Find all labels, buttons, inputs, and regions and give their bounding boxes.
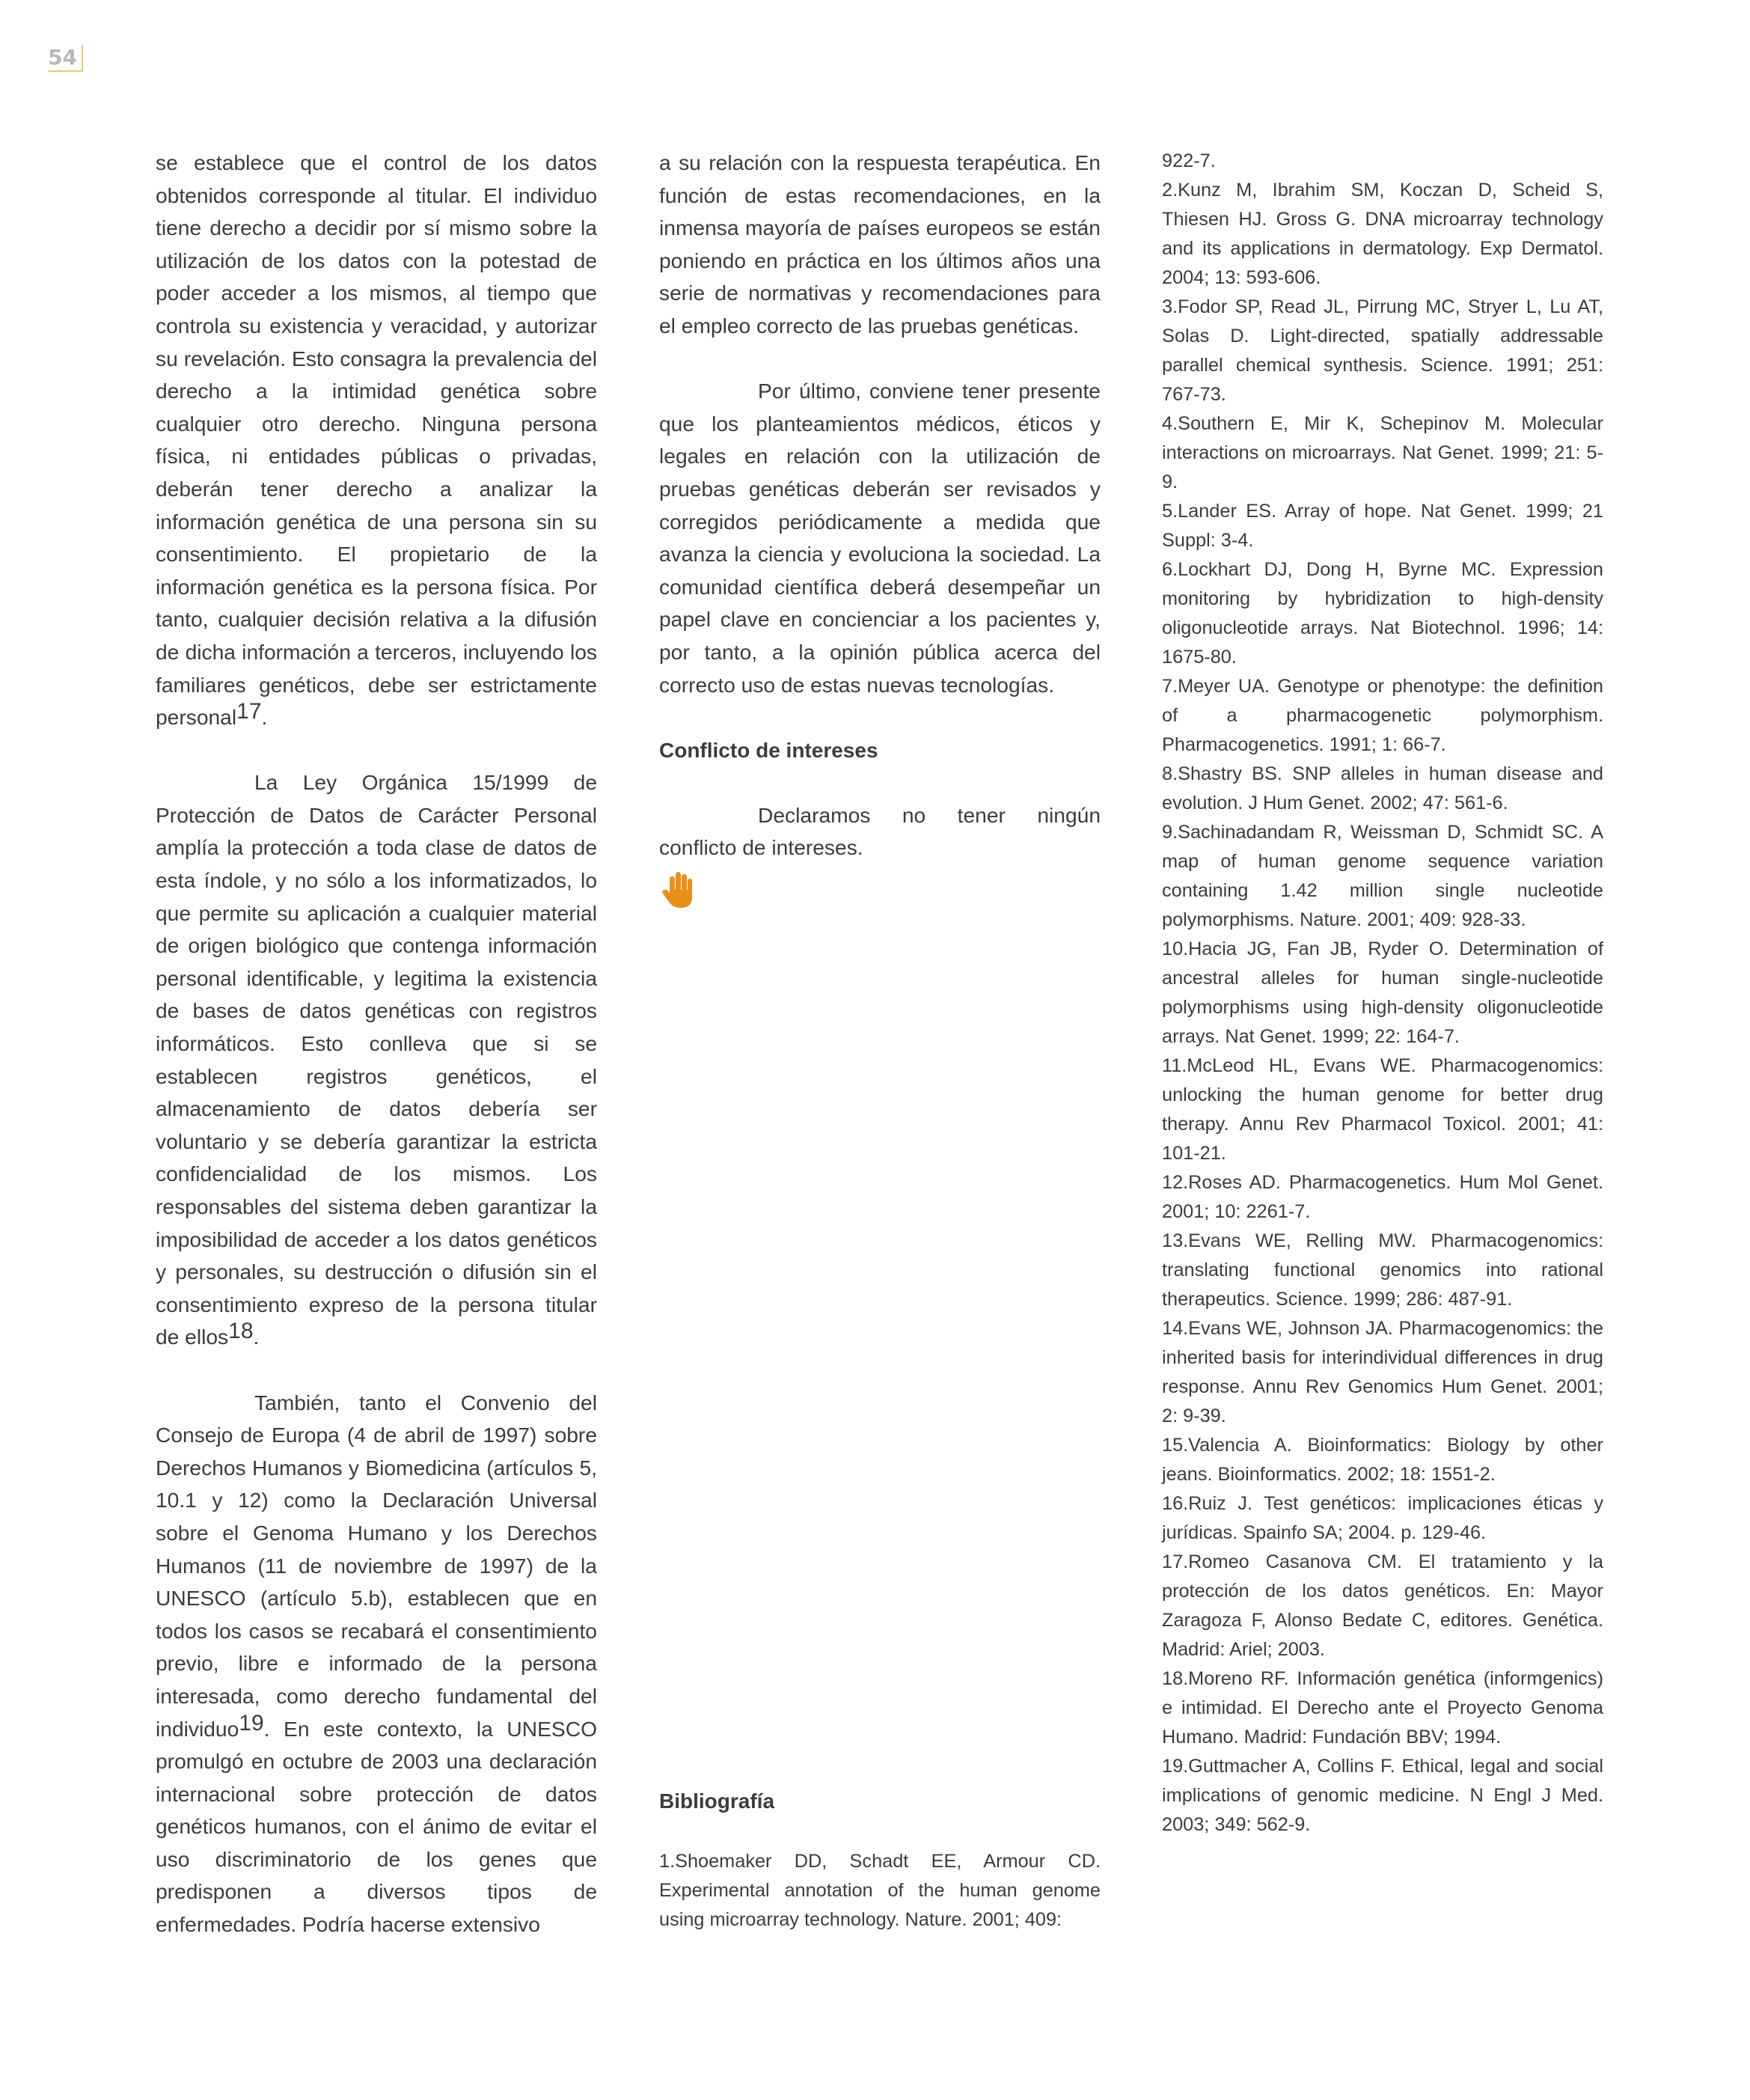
- reference-item: 12.Roses AD. Pharmacogenetics. Hum Mol Genet. 2001; 10: 2261-7.: [1162, 1172, 1603, 1222]
- bibliography-heading: Bibliografía: [659, 1789, 775, 1813]
- bibliography-section: [659, 1785, 1101, 1818]
- paragraph-recomendaciones: a su relación con la respuesta terapéutica. En función de estas recomendaciones, en la inmensa mayoría de países europeos se están poniendo en práctica en los últimos años una serie de normativas y recomendaciones para el empleo correcto de las pruebas genéticas.: [659, 150, 1101, 338]
- reference-item: 10.Hacia JG, Fan JB, Ryder O. Determination of ancestral alleles for human single-nucleotide polymorphisms using high-density oligonucleotide arrays. Nat Genet. 1999; 22: 164-7.: [1162, 938, 1603, 1047]
- conflict-statement: Declaramos no tener ningún conflicto de intereses.: [659, 802, 1101, 860]
- bibliography-list-start: [659, 1847, 1101, 1935]
- page-number: 54: [48, 45, 83, 72]
- reference-item: 1.Shoemaker DD, Schadt EE, Armour CD. Experimental annotation of the human genome using microarray technology. Nature. 2001; 409:: [659, 1851, 1101, 1930]
- bibliography-list-continued: [1162, 147, 1603, 1840]
- reference-item: 11.McLeod HL, Evans WE. Pharmacogenomics: unlocking the human genome for better drug therapy. Annu Rev Pharmacol Toxicol. 2001; 41: 101-21.: [1162, 1055, 1603, 1164]
- reference-item: 14.Evans WE, Johnson JA. Pharmacogenomics: the inherited basis for interindividual differences in drug response. Annu Rev Genomics Hum Genet. 2001; 2: 9-39.: [1162, 1318, 1603, 1426]
- column-2: [659, 147, 1101, 909]
- reference-item: 13.Evans WE, Relling MW. Pharmacogenomics: translating functional genomics into rational therapeutics. Science. 1999; 286: 487-91.: [1162, 1230, 1603, 1310]
- reference-item: 3.Fodor SP, Read JL, Pirrung MC, Stryer L, Lu AT, Solas D. Light-directed, spatially addressable parallel chemical synthesis. Science. 1991; 251: 767-73.: [1162, 296, 1603, 405]
- reference-item: 2.Kunz M, Ibrahim SM, Koczan D, Scheid S, Thiesen HJ. Gross G. DNA microarray technology and its applications in dermatology. Exp Dermatol. 2004; 13: 593-606.: [1162, 180, 1603, 288]
- citation-18: 18: [228, 1319, 254, 1344]
- conflict-heading: Conflicto de intereses: [659, 738, 878, 762]
- reference-item: 18.Moreno RF. Información genética (informgenics) e intimidad. El Derecho ante el Proyecto Genoma Humano. Madrid: Fundación BBV; 1994.: [1162, 1668, 1603, 1748]
- column-1: [156, 147, 597, 1941]
- paragraph-ley-organica: La Ley Orgánica 15/1999 de Protección de Datos de Carácter Personal amplía la protección a toda clase de datos de esta índole, y no sólo a los informatizados, lo que permite su aplicación a cualquier material de origen biológico que contenga información personal identificable, y legitima la existencia de bases de datos genéticas con registros informáticos. Esto conlleva que si se establecen registros genéticos, el almacenamiento de datos debería ser voluntario y se debería garantizar la estricta confidencialidad de los mismos. Los responsables del sistema deben garantizar la imposibilidad de acceder a los datos genéticos y personales, su destrucción o difusión sin el consentimiento expreso de la persona titular de ellos$^{18}$.: [156, 770, 597, 1349]
- citation-19: 19: [239, 1710, 264, 1736]
- paragraph-conclusion: Por último, conviene tener presente que los planteamientos médicos, éticos y legales en relación con la utilización de pruebas genéticas deberán ser revisados y corregidos periódicamente a medida que avanza la ciencia y evoluciona la sociedad. La comunidad científica deberá desempeñar un papel clave en concienciar a los pacientes y, por tanto, a la opinión pública acerca del correcto uso de estas nuevas tecnologías.: [659, 379, 1101, 697]
- paragraph-intimidad: se establece que el control de los datos obtenidos corresponde al titular. El individuo tiene derecho a decidir por sí mismo sobre la utilización de los datos con la potestad de poder acceder a los mismos, al tiempo que controla su existencia y veracidad, y autorizar su revelación. Esto consagra la prevalencia del derecho a la intimidad genética sobre cualquier otro derecho. Ninguna persona física, ni entidades públicas o privadas, deberán tener derecho a analizar la información genética de una persona sin su consentimiento. El propietario de la información genética es la persona física. Por tanto, cualquier decisión relativa a la difusión de dicha información a terceros, incluyendo los familiares genéticos, debe ser estrictamente personal$^{17}$.: [156, 150, 597, 730]
- paragraph-convenio: También, tanto el Convenio del Consejo de Europa (4 de abril de 1997) sobre Derechos Humanos y Biomedicina (artículos 5, 10.1 y 12) como la Declaración Universal sobre el Genoma Humano y los Derechos Humanos (11 de noviembre de 1997) de la UNESCO (artículo 5.b), establecen que en todos los casos se recabará el consentimiento previo, libre e informado de la persona interesada, como derecho fundamental del individuo$^{19}$. En este contexto, la UNESCO promulgó en octubre de 2003 una declaración internacional sobre protección de datos genéticos humanos, con el ánimo de evitar el uso discriminatorio de los genes que predisponen a diversos tipos de enfermedades. Podría hacerse extensivo: [156, 1390, 597, 1937]
- reference-item: 8.Shastry BS. SNP alleles in human disease and evolution. J Hum Genet. 2002; 47: 561-6.: [1162, 763, 1603, 814]
- reference-item: 4.Southern E, Mir K, Schepinov M. Molecular interactions on microarrays. Nat Genet. 1999; 21: 5-9.: [1162, 413, 1603, 492]
- reference-item: 19.Guttmacher A, Collins F. Ethical, legal and social implications of genomic medicine. N Engl J Med. 2003; 349: 562-9.: [1162, 1756, 1603, 1835]
- reference-item: 7.Meyer UA. Genotype or phenotype: the definition of a pharmacogenetic polymorphism. Pharmacogenetics. 1991; 1: 66-7.: [1162, 676, 1603, 755]
- reference-item: 9.Sachinadandam R, Weissman D, Schmidt SC. A map of human genome sequence variation containing 1.42 million single nucleotide polymorphisms. Nature. 2001; 409: 928-33.: [1162, 822, 1603, 930]
- citation-17: 17: [236, 699, 262, 724]
- reference-item: 6.Lockhart DJ, Dong H, Byrne MC. Expression monitoring by hybridization to high-density oligonucleotide arrays. Nat Biotechnol. 1996; 14: 1675-80.: [1162, 559, 1603, 668]
- reference-item: 922-7.: [1162, 150, 1216, 171]
- reference-item: 17.Romeo Casanova CM. El tratamiento y la protección de los datos genéticos. En: Mayor Zaragoza F, Alonso Bedate C, editores. Genética. Madrid: Ariel; 2003.: [1162, 1551, 1603, 1660]
- reference-item: 5.Lander ES. Array of hope. Nat Genet. 1999; 21 Suppl: 3-4.: [1162, 501, 1603, 551]
- reference-item: 15.Valencia A. Bioinformatics: Biology by other jeans. Bioinformatics. 2002; 18: 1551-2.: [1162, 1435, 1603, 1485]
- hand-icon: [661, 869, 697, 909]
- reference-item: 16.Ruiz J. Test genéticos: implicaciones éticas y jurídicas. Spainfo SA; 2004. p. 129-46.: [1162, 1493, 1603, 1543]
